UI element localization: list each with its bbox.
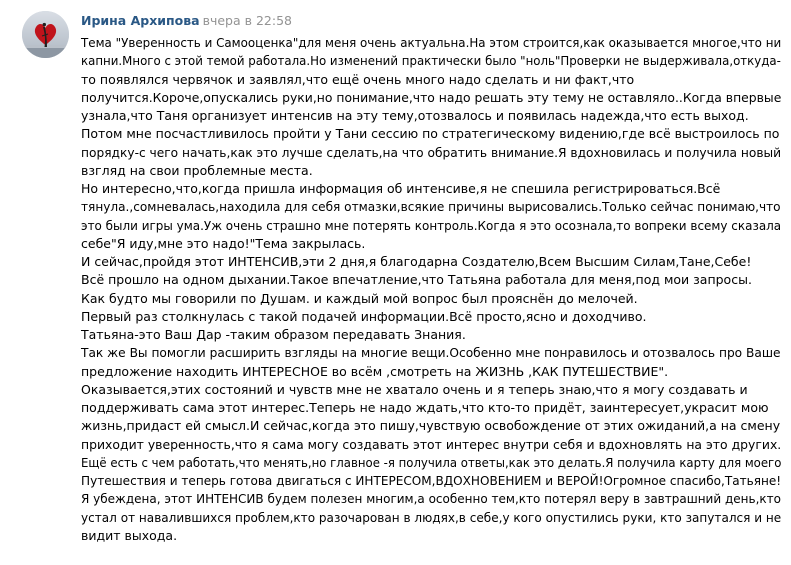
comment-date-link[interactable]: вчера в 22:58 [202,13,292,28]
comment-text-line: то появлялся червячок и заявлял,что ещё очень много надо сделать и ни факт,что [81,71,635,87]
comment-text-line: Так же Вы помогли расширить взгляды на многие вещи.Особенно мне понравилось и отозвалось про Ваше [81,345,781,361]
comment-text-line: жизнь,придаст ей смысл.И сейчас,когда это пишу,чувствую освобождение от этих ожиданий,а на смену [81,418,781,434]
comment-text-line: Путешествия и теперь готова двигаться с ИНТЕРЕСОМ,ВДОХНОВЕНИЕМ и ВЕРОЙ!Огромное спасибо,Татьяне! [81,473,782,488]
comment-text-line: тянула.,сомневалась,находила для себя отмазки,всякие причины вырисовались.Только сейчас понимаю,что [81,199,781,215]
comment-text-line: Первый раз столкнулась с такой подачей информации.Всё просто,ясно и доходчиво. [81,308,647,324]
comment-text-line: видит выхода. [81,527,178,543]
comment-text-line: Тема "Уверенность и Самооценка"для меня очень актуальна.На этом строится,как оказывается многое,что ни [81,35,782,50]
profile-photo-heart-icon [22,11,69,58]
comment-text-line: Ещё есть с чем работать,что менять,но главное -я получила ответы,как это делать.Я получила карту для моего [81,454,782,470]
comment-text-line: Но интересно,что,когда пришла информация об интенсиве,я не спешила регистрироваться.Всё [81,181,721,196]
comment-text-line: Всё прошло на одном дыхании.Такое впечатление,что Татьяна работала для меня,под мои запросы. [81,272,752,288]
comment-text-line: это были игры ума.Уж очень страшно мне потерять контроль.Когда я это осознала,то вопреки всему сказала [81,217,782,233]
comment-text-line: устал от навалившихся проблем,кто разочарован в людях,в себе,у кого опустились руки, кто запутался и не [81,509,782,525]
comment-text-line: И сейчас,пройдя этот ИНТЕНСИВ,эти 2 дня,я благодарна Создателю,Всем Высшим Силам,Тане,Себе! [81,254,752,269]
author-name-link[interactable]: Ирина Архипова [81,13,200,28]
comment-text-line: Как будто мы говорили по Душам. и каждый мой вопрос был прояснён до мелочей. [81,290,638,306]
comment-text-line: приходит уверенность,что я сама могу создавать этот интерес внутри себя и вдохновлять на это других. [81,436,782,452]
avatar[interactable] [22,11,69,58]
comment-header [81,12,292,30]
comment-text-line: взгляд на свои проблемные места. [81,162,313,178]
comment-text-line: Оказывается,этих состояний и чувств мне не хватало очень и я теперь знаю,что я могу создавать и [81,381,748,397]
comment-text-line: Татьяна-это Ваш Дар -таким образом передавать Знания. [81,327,466,342]
comment-text-line: Я убеждена, этот ИНТЕНСИВ будем полезен многим,а особенно тем,кто потерял веру в завтрашний день,кто [81,491,781,507]
comment-text-line: порядку-с чего начать,как это лучше сделать,на что обратить внимание.Я вдохновилась и получила новый [81,144,782,160]
comment-text-line: поддерживать сама этот интерес.Теперь не надо ждать,что кто-то придёт, заинтересует,украсит мою [81,400,769,415]
comment-text-line: Потом мне посчастливилось пройти у Тани сессию по стратегическому видению,где всё выстроилось по [81,126,780,142]
comment-text-line: узнала,что Таня организует интенсив на эту тему,отозвалось и появилась надежда,что есть выход. [81,108,749,123]
comment-text-line: получится.Короче,опускались руки,но понимание,что надо решать эту тему не оставляло..Когда впервые [81,89,782,105]
comment-text [81,34,781,545]
comment-text-line: предложение находить ИНТЕРЕСНОЕ во всём ,смотреть на ЖИЗНЬ ,КАК ПУТЕШЕСТВИЕ". [81,363,669,379]
comment-text-line: себе"Я иду,мне это надо!"Тема закрылась. [81,235,366,251]
comment-text-line: капни.Много с этой темой работала.Но изменений практически было "ноль"Проверки не выдерживала,откуда- [81,53,781,69]
